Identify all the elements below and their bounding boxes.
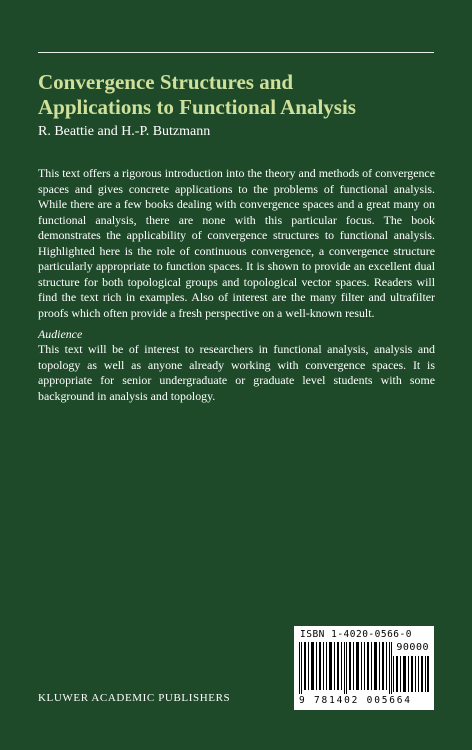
price-code: 90000 — [396, 642, 429, 653]
publisher-name: KLUWER ACADEMIC PUBLISHERS — [38, 692, 231, 704]
description-paragraph: This text offers a rigorous introduction into the theory and methods of convergence spaces and gives concrete applications to the problems of functional analysis. While there are a few books dealing with convergence spaces and a great many on functional analysis, there are none with this particular focus. The book demonstrates the applicability of convergence structures to functional analysis. Highlighted here is the role of continuous convergence, a convergence structure particularly appropriate to function spaces. It is shown to provide an excellent dual structure for both topological groups and topological vector spaces. Readers will find the text rich in examples. Also of interest are the many filter and ultrafilter proofs which often provide a fresh perspective on a well-known result. — [38, 166, 435, 320]
isbn-text: ISBN 1-4020-0566-0 — [300, 629, 412, 640]
audience-heading: Audience — [38, 327, 83, 341]
price-barcode-image — [393, 656, 429, 692]
book-title — [38, 70, 438, 120]
barcode-image — [299, 642, 394, 694]
audience-paragraph: This text will be of interest to researchers in functional analysis, analysis and topology as well as anyone already working with convergence spaces. It is appropriate for senior undergraduate or graduate level students with some background in analysis and topology. — [38, 342, 435, 403]
barcode-box — [294, 626, 434, 710]
top-rule — [38, 52, 434, 53]
title-line-1: Convergence Structures and — [38, 70, 294, 94]
title-line-2: Applications to Functional Analysis — [38, 95, 356, 119]
authors: R. Beattie and H.-P. Butzmann — [38, 124, 211, 139]
ean-number: 9 781402 005664 — [299, 695, 412, 706]
